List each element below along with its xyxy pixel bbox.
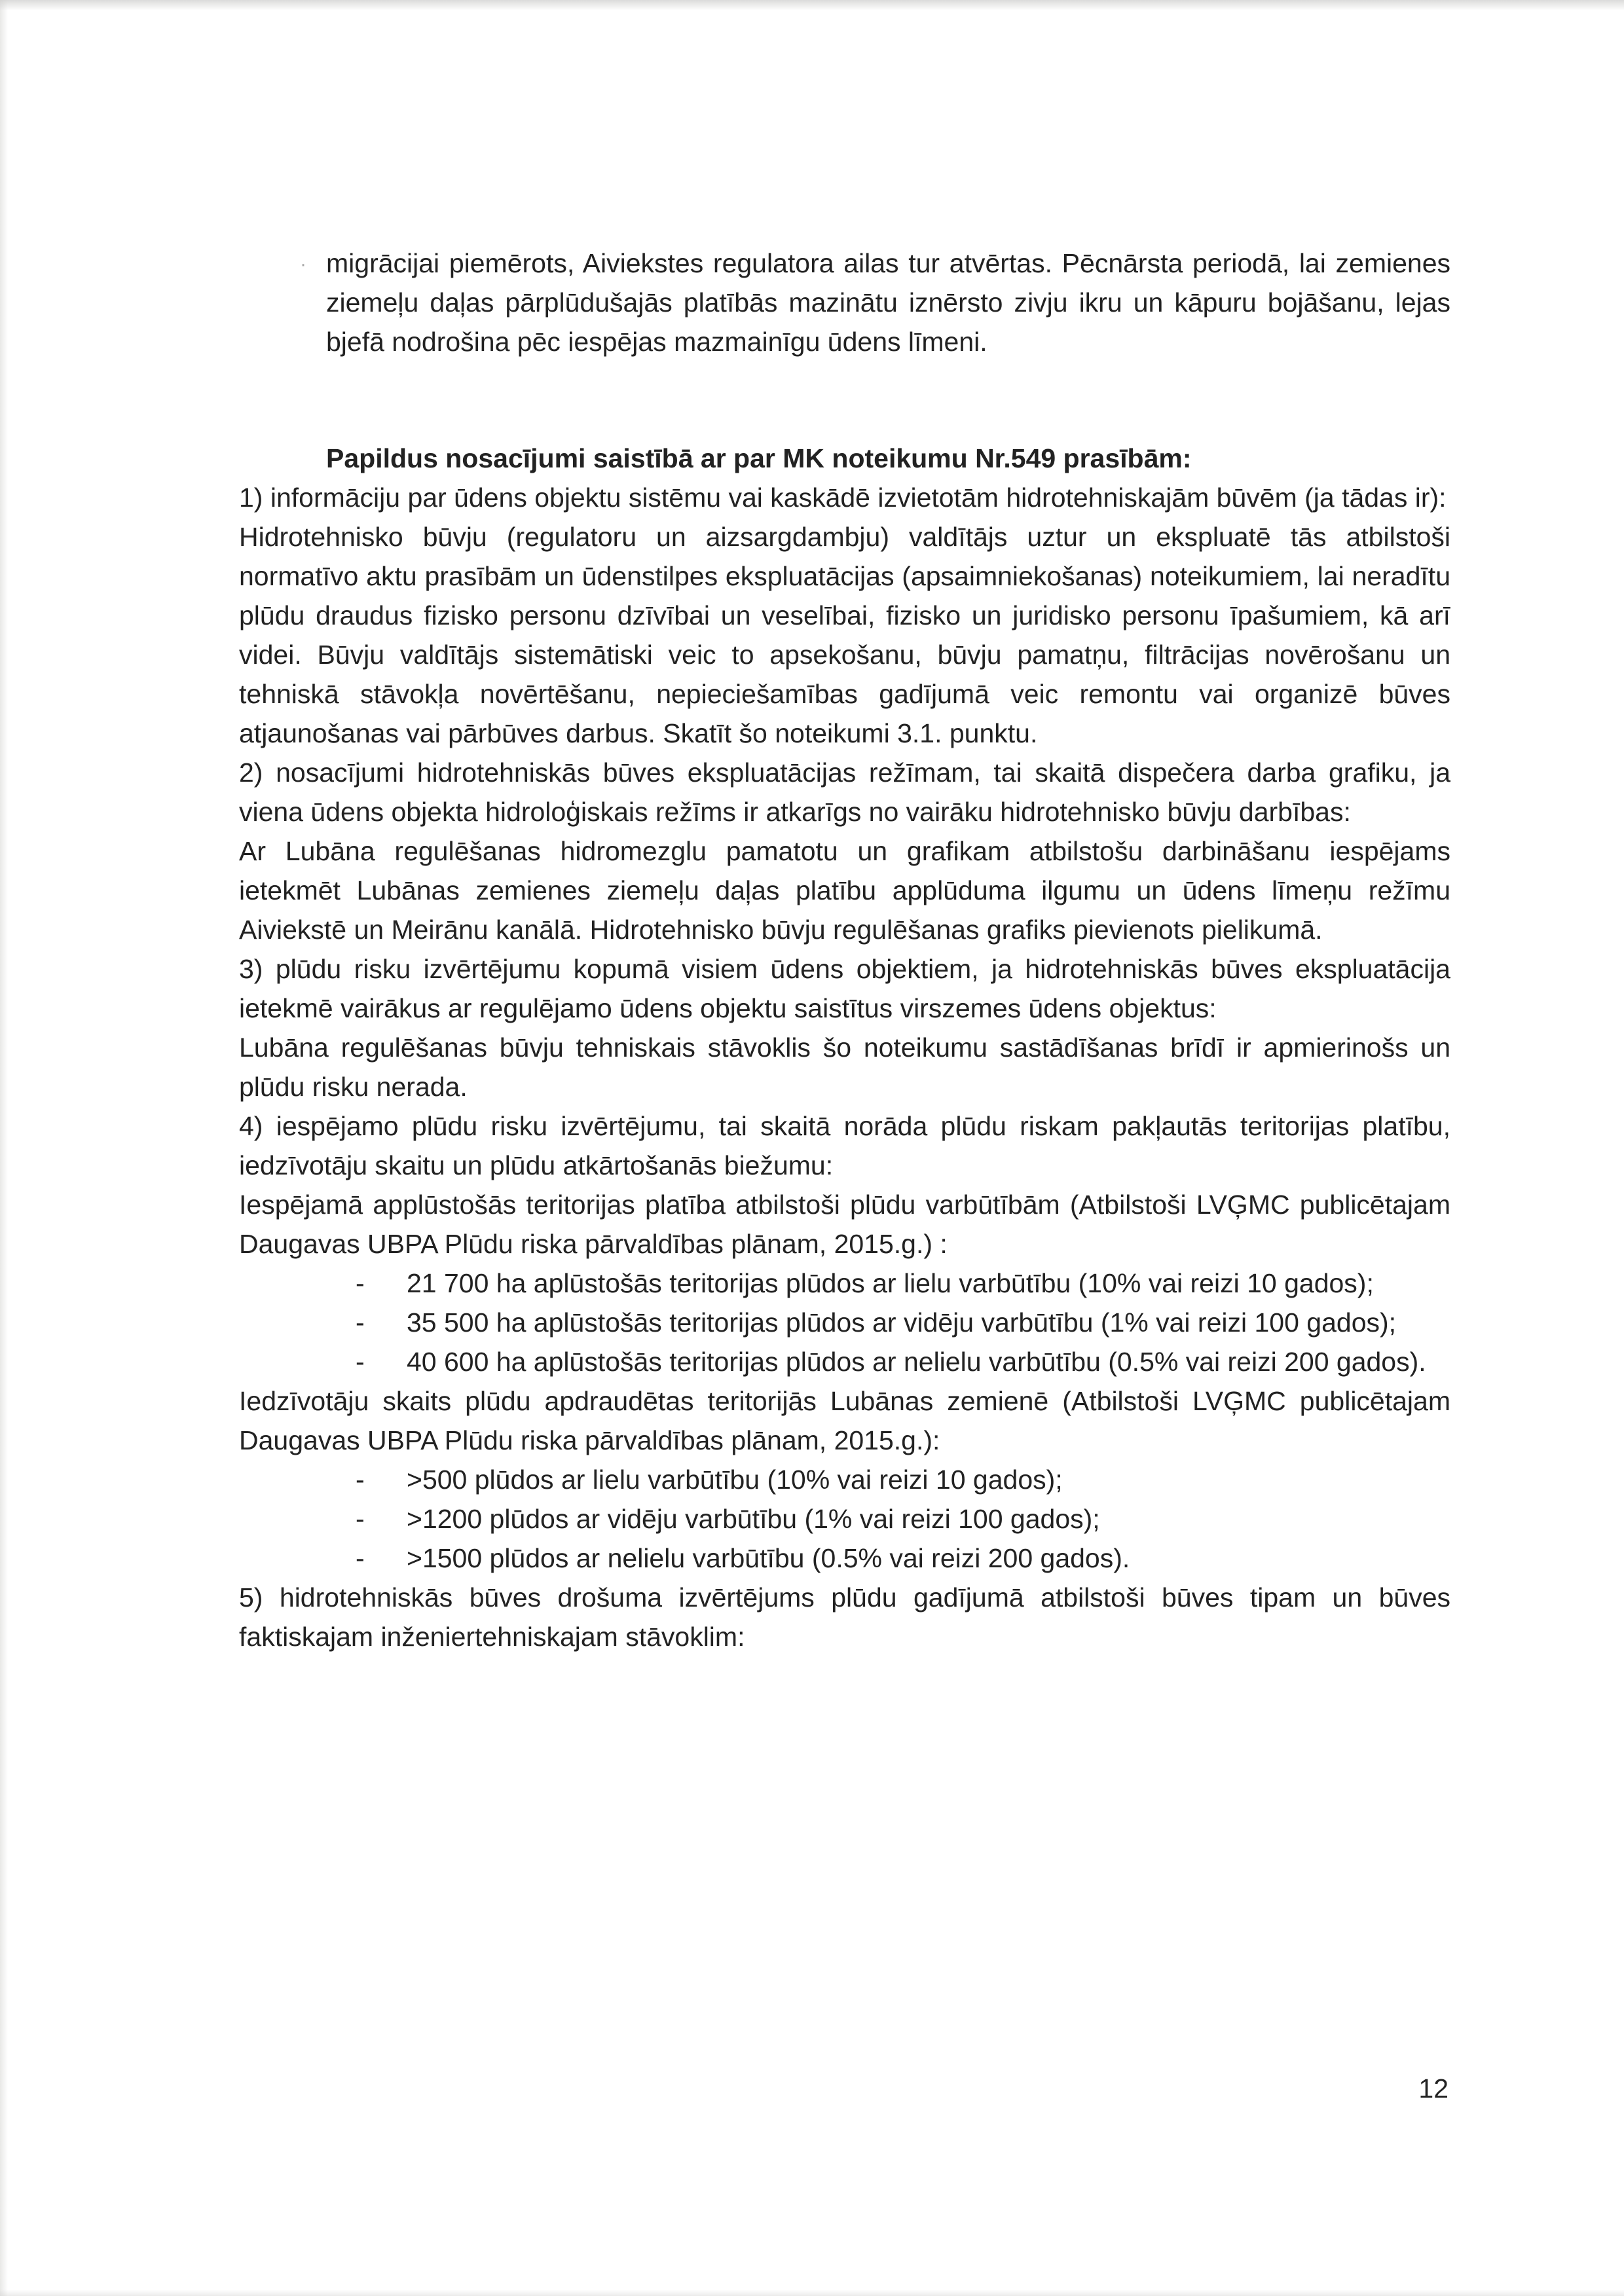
list-item: [239, 1342, 1450, 1381]
paragraph-1-answer: Hidrotehnisko būvju (regulatoru un aizsargdambju) valdītājs uztur un ekspluatē tās atbilstoši normatīvo aktu prasībām un ūdenstilpes ekspluatācijas (apsaimniekošanas) noteikumiem, lai neradītu plūdu draudus fizisko personu dzīvībai un veselībai, fizisko un juridisko personu īpašumiem, kā arī videi. Būvju valdītājs sistemātiski veic to apsekošanu, būvju pamatņu, filtrācijas novērošanu un tehniskā stāvokļa novērtēšanu, nepieciešamības gadījumā veic remontu vai organizē būves atjaunošanas vai pārbūves darbus. Skatīt šo noteikumi 3.1. punktu.: [239, 522, 1450, 748]
dash-marker: -: [356, 1347, 365, 1377]
dash-marker: -: [356, 1307, 365, 1338]
scan-artifact-dot: ·: [300, 253, 306, 275]
paragraph-4-population-intro: Iedzīvotāju skaits plūdu apdraudētas teritorijās Lubānas zemienē (Atbilstoši LVĢMC publicētajam Daugavas UBPA Plūdu riska pārvaldības plānam, 2015.g.):: [239, 1386, 1450, 1455]
paragraph-2-condition: 2) nosacījumi hidrotehniskās būves ekspluatācijas režīmam, tai skaitā dispečera darba grafiku, ja viena ūdens objekta hidroloģiskais režīms ir atkarīgs no vairāku hidrotehnisko būvju darbības:: [239, 757, 1450, 827]
paragraph-intro: [300, 244, 1450, 361]
dash-marker: -: [356, 1543, 365, 1573]
scan-artifact-bottom-edge: [0, 2289, 1624, 2296]
list-item: [239, 1303, 1450, 1342]
population-list: [239, 1460, 1450, 1578]
paragraph-3-answer: Lubāna regulēšanas būvju tehniskais stāvoklis šo noteikumu sastādīšanas brīdī ir apmierinošs un plūdu risku nerada.: [239, 1032, 1450, 1102]
scan-artifact-top-edge: [0, 0, 1624, 10]
paragraph-4-condition: 4) iespējamo plūdu risku izvērtējumu, tai skaitā norāda plūdu riskam pakļautās teritorijas platību, iedzīvotāju skaitu un plūdu atkārtošanās biežumu:: [239, 1111, 1450, 1180]
page-content: [239, 244, 1450, 1656]
list-item-text: 35 500 ha aplūstošās teritorijas plūdos ar vidēju varbūtību (1% vai reizi 100 gados);: [407, 1307, 1397, 1338]
list-item-text: >1500 plūdos ar nelielu varbūtību (0.5% vai reizi 200 gados).: [407, 1543, 1130, 1573]
list-item-text: 21 700 ha aplūstošās teritorijas plūdos ar lielu varbūtību (10% vai reizi 10 gados);: [407, 1268, 1374, 1298]
list-item-text: >500 plūdos ar lielu varbūtību (10% vai reizi 10 gados);: [407, 1465, 1063, 1495]
dash-marker: -: [356, 1268, 365, 1298]
paragraph-intro-text: migrācijai piemērots, Aiviekstes regulatora ailas tur atvērtas. Pēcnārsta periodā, lai zemienes ziemeļu daļas pārplūdušajās platībās mazinātu iznērsto zivju ikru un kāpuru bojāšanu, lejas bjefā nodrošina pēc iespējas mazmainīgu ūdens līmeni.: [326, 248, 1450, 357]
list-item: [239, 1499, 1450, 1539]
list-item-text: 40 600 ha aplūstošās teritorijas plūdos ar nelielu varbūtību (0.5% vai reizi 200 gados).: [407, 1347, 1426, 1377]
paragraph-2-answer: Ar Lubāna regulēšanas hidromezglu pamatotu un grafikam atbilstošu darbināšanu iespējams ietekmēt Lubānas zemienes ziemeļu daļas platību applūduma ilgumu un ūdens līmeņu režīmu Aiviekstē un Meirānu kanālā. Hidrotehnisko būvju regulēšanas grafiks pievienots pielikumā.: [239, 836, 1450, 945]
paragraph-4-area-intro: Iespējamā applūstošās teritorijas platība atbilstoši plūdu varbūtībām (Atbilstoši LVĢMC publicētajam Daugavas UBPA Plūdu riska pārvaldības plānam, 2015.g.) :: [239, 1190, 1450, 1259]
list-item: [239, 1264, 1450, 1303]
page-number: 12: [1418, 2073, 1449, 2104]
list-item: [239, 1460, 1450, 1499]
flood-area-list: [239, 1264, 1450, 1381]
list-item-text: >1200 plūdos ar vidēju varbūtību (1% vai reizi 100 gados);: [407, 1504, 1100, 1534]
section-heading: Papildus nosacījumi saistībā ar par MK noteikumu Nr.549 prasībām:: [326, 443, 1192, 473]
dash-marker: -: [356, 1504, 365, 1534]
scan-artifact-left-edge: [0, 0, 8, 2296]
dash-marker: -: [356, 1465, 365, 1495]
paragraph-3-condition: 3) plūdu risku izvērtējumu kopumā visiem ūdens objektiem, ja hidrotehniskās būves ekspluatācija ietekmē vairākus ar regulējamo ūdens objektu saistītus virszemes ūdens objektus:: [239, 954, 1450, 1023]
list-item: [239, 1539, 1450, 1578]
paragraph-5-condition: 5) hidrotehniskās būves drošuma izvērtējums plūdu gadījumā atbilstoši būves tipam un būves faktiskajam inženiertehniskajam stāvoklim:: [239, 1582, 1450, 1652]
paragraph-1-condition: 1) informāciju par ūdens objektu sistēmu vai kaskādē izvietotām hidrotehniskajām būvēm (ja tādas ir):: [239, 483, 1447, 513]
